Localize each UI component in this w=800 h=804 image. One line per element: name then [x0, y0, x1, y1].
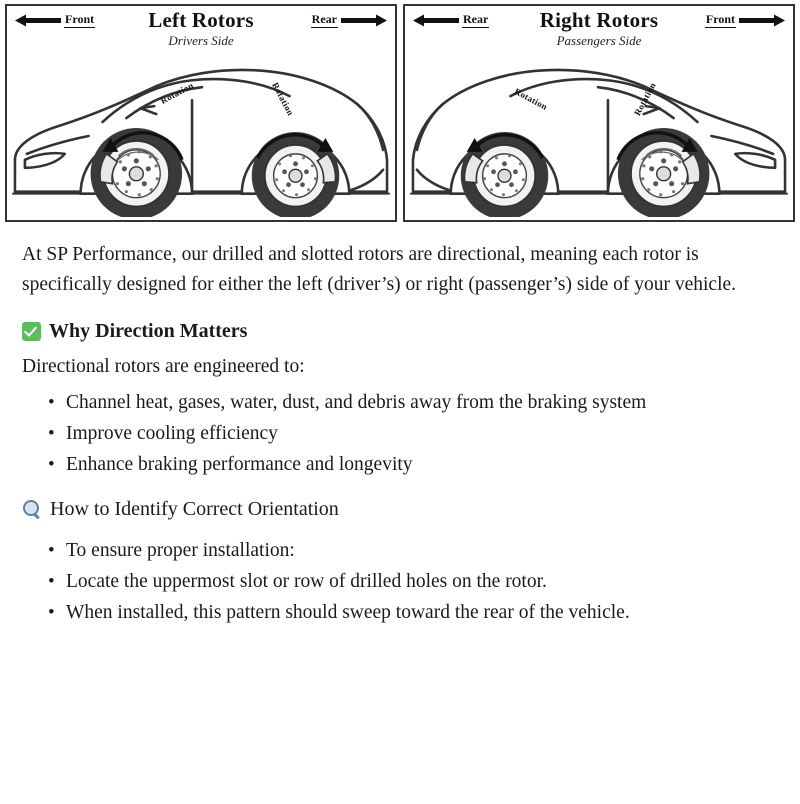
- left-panel-front-tag: [15, 12, 95, 28]
- right-panel-subtitle: Passengers Side: [556, 33, 642, 48]
- left-rear-rotation-label: Rotation: [270, 80, 296, 118]
- left-rotors-panel: [5, 4, 397, 222]
- right-panel-rear-label: Rear: [463, 12, 489, 26]
- article-content: [0, 222, 800, 628]
- left-panel-front-label: Front: [65, 12, 95, 26]
- orientation-list: [22, 536, 778, 628]
- left-side-car-illustration: [7, 42, 395, 217]
- front-wheel-assembly: [608, 128, 719, 217]
- identify-orientation-heading: [22, 496, 778, 522]
- arrow-left-icon: [15, 14, 61, 27]
- right-panel-title: Right Rotors: [539, 8, 659, 32]
- left-panel-rear-tag: [311, 12, 387, 28]
- left-front-rotation-label: Rotation: [158, 80, 196, 106]
- why-direction-matters-label: Why Direction Matters: [49, 320, 248, 342]
- list-item: • Channel heat, gases, water, dust, and debris away from the braking system: [64, 388, 778, 418]
- right-rotors-panel: [403, 4, 795, 222]
- list-item: • Improve cooling efficiency: [64, 419, 778, 449]
- list-item: • Enhance braking performance and longevity: [64, 450, 778, 480]
- front-wheel-assembly: [81, 128, 192, 217]
- rear-wheel-assembly: [242, 132, 349, 217]
- left-panel-rear-label: Rear: [311, 12, 337, 26]
- right-rear-rotation-label: Rotation: [632, 80, 658, 118]
- intro-paragraph: At SP Performance, our drilled and slotted rotors are directional, meaning each rotor is specifically designed for either the left (driver’s) or right (passenger’s) side of your vehicle.: [22, 244, 737, 295]
- right-panel-front-label: Front: [705, 12, 735, 26]
- arrow-right-icon: [341, 14, 387, 27]
- right-panel-rear-tag: [413, 12, 489, 28]
- arrow-right-icon: [739, 14, 785, 27]
- arrow-left-icon: [413, 14, 459, 27]
- rear-wheel-assembly: [451, 132, 558, 217]
- document-page: [0, 4, 800, 804]
- left-panel-title: Left Rotors: [148, 8, 254, 32]
- right-side-car-illustration: [405, 42, 793, 217]
- green-check-icon: [22, 322, 41, 341]
- left-panel-subtitle: Drivers Side: [168, 33, 234, 48]
- list-item: • When installed, this pattern should sweep toward the rear of the vehicle.: [64, 598, 778, 628]
- engineered-lead: Directional rotors are engineered to:: [22, 356, 305, 377]
- right-panel-front-tag: [705, 12, 785, 28]
- why-direction-matters-heading: [22, 318, 778, 344]
- rotor-direction-diagram: [5, 4, 795, 222]
- benefits-list: [22, 388, 778, 480]
- list-item: • To ensure proper installation:: [64, 536, 778, 566]
- identify-orientation-label: How to Identify Correct Orientation: [50, 498, 339, 520]
- list-item: • Locate the uppermost slot or row of drilled holes on the rotor.: [64, 567, 778, 597]
- magnifier-icon: [22, 499, 42, 519]
- right-front-rotation-label: Rotation: [512, 86, 550, 112]
